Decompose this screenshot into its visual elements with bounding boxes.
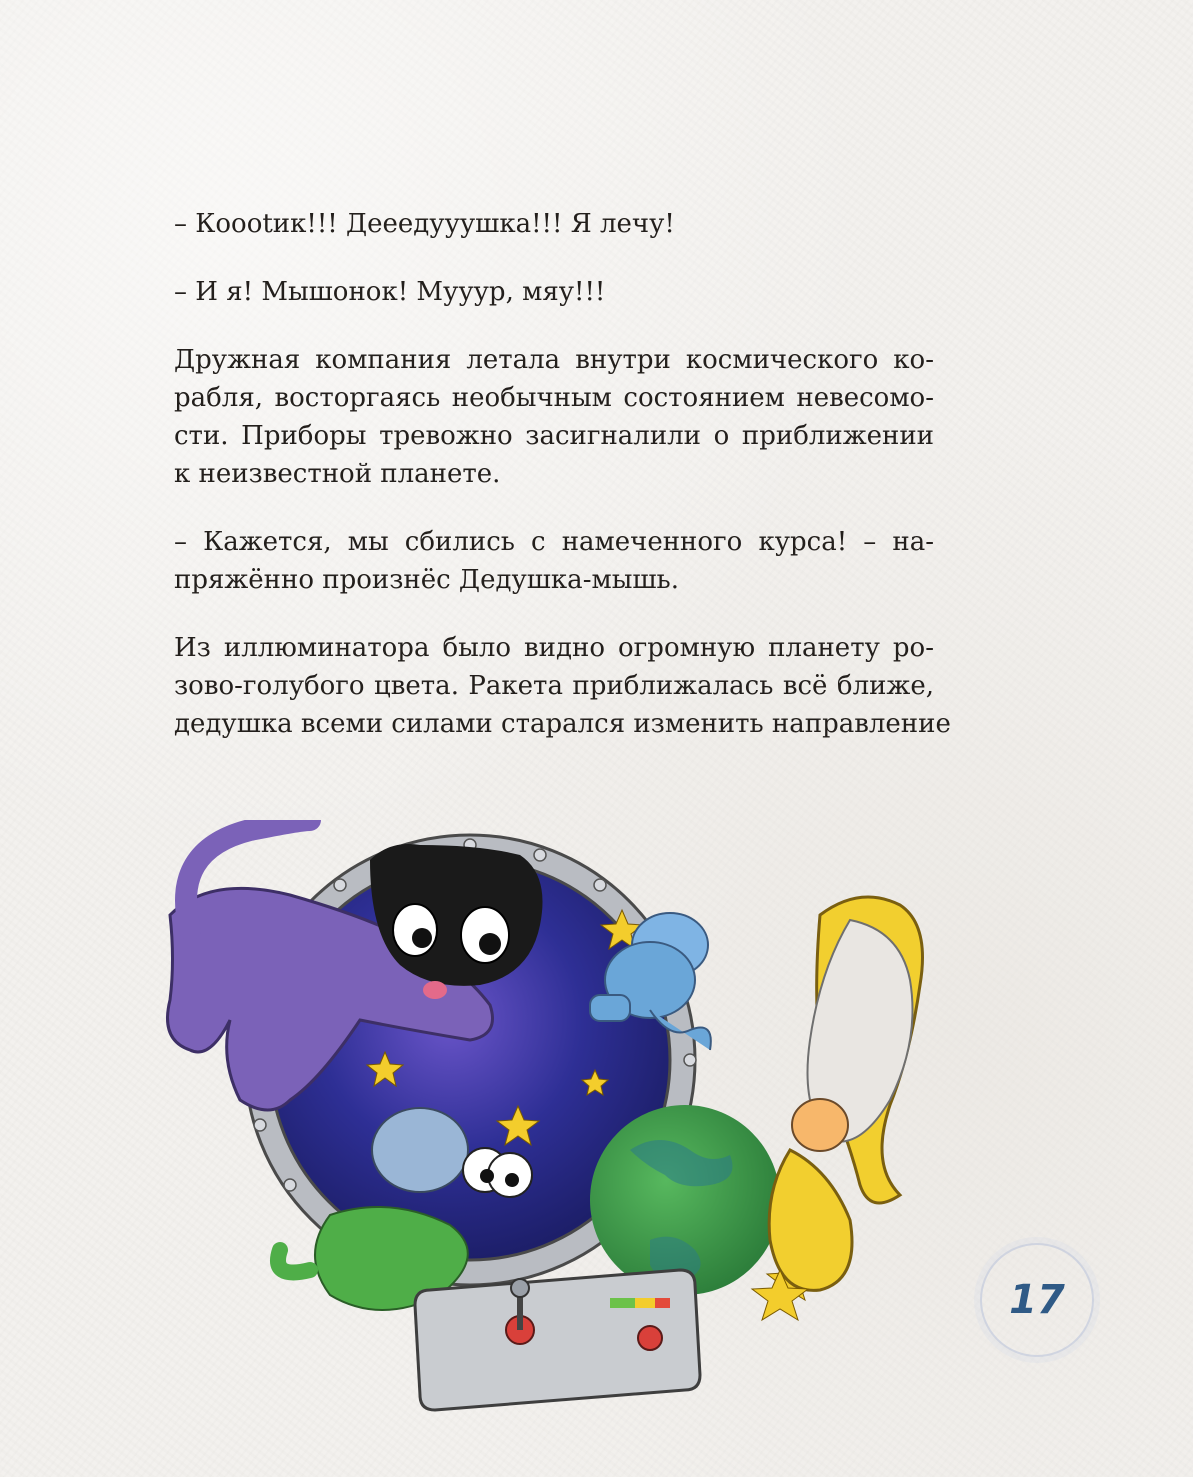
planet-icon [590,1105,780,1295]
paragraph-4 [174,523,934,599]
text-line: сти. Приборы тревожно засигналили о приближении [174,421,934,451]
text-line: Дружная компания летала внутри космического ко- [174,345,934,375]
paragraph-3 [174,341,934,493]
text-line: к неизвестной планете. [174,459,501,489]
text-line: зово-голубого цвета. Ракета приближалась всё ближе, [174,671,934,701]
text-line: – Кажется, мы сбились с намеченного курса! – на- [174,527,934,557]
text-line: дедушка всеми силами старался изменить направление [174,709,951,739]
paragraph-1 [174,205,934,243]
text-line: пряжённо произнёс Дедушка-мышь. [174,565,679,595]
control-panel-icon [415,1270,700,1410]
text-line: Из иллюминатора было видно огромную планету ро- [174,633,934,663]
paragraph-2 [174,273,934,311]
page-number-text: 17 [1009,1277,1065,1323]
illustration [130,820,1050,1460]
text-line: – И я! Мышонок! Мууур, мяу!!! [174,277,606,307]
text-line: рабля, восторгаясь необычным состоянием невесомо- [174,383,934,413]
text-line: – Коootик!!! Дееедууушка!!! Я лечу! [174,209,675,239]
story-text [174,205,951,743]
paragraph-5 [174,629,951,743]
grandpa-mouse-icon [769,897,922,1290]
page-number [980,1243,1094,1357]
